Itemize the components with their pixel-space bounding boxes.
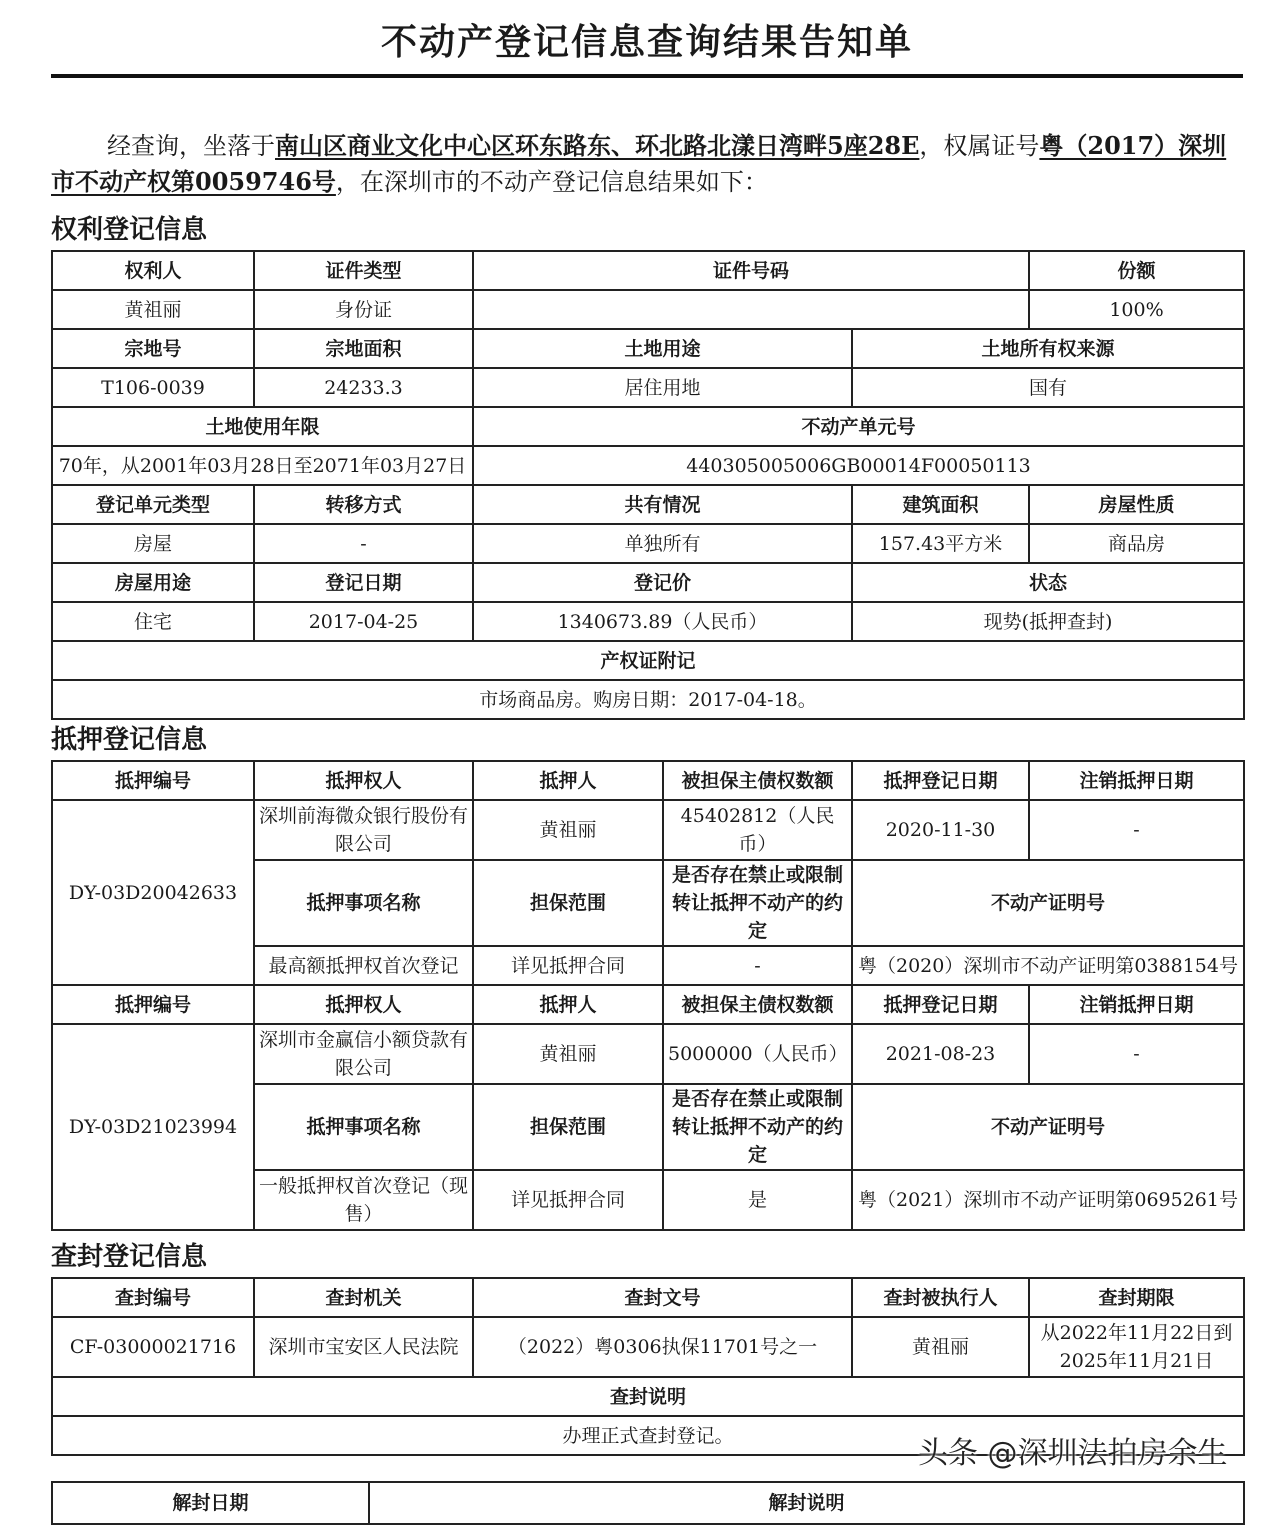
unit-type-value: 房屋 — [52, 524, 254, 563]
header-owner: 权利人 — [52, 251, 254, 290]
header-id-no: 证件号码 — [473, 251, 1029, 290]
mortgage-cancel-date-value: - — [1029, 800, 1244, 860]
mortgage-reg-date-value: 2021-08-23 — [852, 1024, 1029, 1084]
land-term-value: 70年，从2001年03月28日至2071年03月27日 — [52, 446, 473, 485]
table-row — [52, 680, 1244, 719]
table-row — [52, 446, 1244, 485]
seizure-no-value: CF-03000021716 — [52, 1317, 254, 1377]
intro-middle: ，权属证号 — [919, 132, 1040, 160]
header-land-source: 土地所有权来源 — [852, 329, 1244, 368]
header-guarantee-scope: 担保范围 — [473, 860, 663, 946]
header-reg-price: 登记价 — [473, 563, 852, 602]
table-row — [52, 1482, 1244, 1524]
mortgagor-value: 黄祖丽 — [473, 800, 663, 860]
header-unit-type: 登记单元类型 — [52, 485, 254, 524]
header-mortgage-no: 抵押编号 — [52, 985, 254, 1024]
mortgage-holder-value: 深圳前海微众银行股份有限公司 — [254, 800, 473, 860]
header-mortgagor: 抵押人 — [473, 985, 663, 1024]
header-parcel: 宗地号 — [52, 329, 254, 368]
mortgage-cancel-date-value: - — [1029, 1024, 1244, 1084]
header-seizure-desc: 查封说明 — [52, 1377, 1244, 1416]
header-transfer: 转移方式 — [254, 485, 473, 524]
seizure-section-title: 查封登记信息 — [51, 1242, 208, 1272]
header-property-cert-no: 不动产证明号 — [852, 860, 1244, 946]
header-mortgage-holder: 抵押权人 — [254, 761, 473, 800]
mortgage-section-title: 抵押登记信息 — [51, 725, 208, 755]
header-seizure-no: 查封编号 — [52, 1278, 254, 1317]
table-row — [52, 407, 1244, 446]
header-mortgage-item: 抵押事项名称 — [254, 1084, 473, 1170]
header-release-date: 解封日期 — [52, 1482, 369, 1524]
header-build-area: 建筑面积 — [852, 485, 1029, 524]
reg-date-value: 2017-04-25 — [254, 602, 473, 641]
header-seizure-org: 查封机关 — [254, 1278, 473, 1317]
header-reg-date: 登记日期 — [254, 563, 473, 602]
transfer-restriction-value: 是 — [663, 1170, 852, 1230]
mortgage-reg-date-value: 2020-11-30 — [852, 800, 1029, 860]
header-cert-note: 产权证附记 — [52, 641, 1244, 680]
table-row — [52, 251, 1244, 290]
table-row — [52, 563, 1244, 602]
header-guarantee-scope: 担保范围 — [473, 1084, 663, 1170]
seizure-org-value: 深圳市宝安区人民法院 — [254, 1317, 473, 1377]
rights-table — [51, 250, 1245, 720]
header-release-desc: 解封说明 — [369, 1482, 1244, 1524]
header-seizure-target: 查封被执行人 — [852, 1278, 1029, 1317]
table-row — [52, 1024, 1244, 1084]
id-type-value: 身份证 — [254, 290, 473, 329]
id-no-value — [473, 290, 1029, 329]
header-land-use: 土地用途 — [473, 329, 852, 368]
table-row — [52, 485, 1244, 524]
status-value: 现势(抵押查封) — [852, 602, 1244, 641]
mortgagor-value: 黄祖丽 — [473, 1024, 663, 1084]
header-mortgage-item: 抵押事项名称 — [254, 860, 473, 946]
mortgage-table — [51, 760, 1245, 1231]
seizure-target-value: 黄祖丽 — [852, 1317, 1029, 1377]
cert-note-value: 市场商品房。购房日期：2017-04-18。 — [52, 680, 1244, 719]
header-id-type: 证件类型 — [254, 251, 473, 290]
header-secured-amount: 被担保主债权数额 — [663, 985, 852, 1024]
header-house-use: 房屋用途 — [52, 563, 254, 602]
reg-price-value: 1340673.89（人民币） — [473, 602, 852, 641]
header-property-cert-no: 不动产证明号 — [852, 1084, 1244, 1170]
house-use-value: 住宅 — [52, 602, 254, 641]
header-mortgage-cancel-date: 注销抵押日期 — [1029, 761, 1244, 800]
guarantee-scope-value: 详见抵押合同 — [473, 946, 663, 985]
parcel-value: T106-0039 — [52, 368, 254, 407]
build-area-value: 157.43平方米 — [852, 524, 1029, 563]
transfer-restriction-value: - — [663, 946, 852, 985]
shared-value: 单独所有 — [473, 524, 852, 563]
header-status: 状态 — [852, 563, 1244, 602]
mortgage-holder-value: 深圳市金赢信小额贷款有限公司 — [254, 1024, 473, 1084]
header-mortgage-reg-date: 抵押登记日期 — [852, 985, 1029, 1024]
seizure-doc-value: （2022）粤0306执保11701号之一 — [473, 1317, 852, 1377]
transfer-value: - — [254, 524, 473, 563]
header-mortgagor: 抵押人 — [473, 761, 663, 800]
owner-value: 黄祖丽 — [52, 290, 254, 329]
mortgage-item-value: 最高额抵押权首次登记 — [254, 946, 473, 985]
mortgage-no-value: DY-03D20042633 — [52, 800, 254, 985]
table-row — [52, 602, 1244, 641]
header-unit-no: 不动产单元号 — [473, 407, 1244, 446]
parcel-area-value: 24233.3 — [254, 368, 473, 407]
ownership-cert-no: 粤（2017）深圳市不动产权第0059746号 — [51, 131, 1227, 196]
header-secured-amount: 被担保主债权数额 — [663, 761, 852, 800]
header-mortgage-cancel-date: 注销抵押日期 — [1029, 985, 1244, 1024]
mortgage-item-value: 一般抵押权首次登记（现售） — [254, 1170, 473, 1230]
header-seizure-doc: 查封文号 — [473, 1278, 852, 1317]
rights-section-title: 权利登记信息 — [51, 215, 208, 245]
header-land-term: 土地使用年限 — [52, 407, 473, 446]
table-row — [52, 641, 1244, 680]
header-share: 份额 — [1029, 251, 1244, 290]
header-mortgage-reg-date: 抵押登记日期 — [852, 761, 1029, 800]
header-shared: 共有情况 — [473, 485, 852, 524]
property-cert-no-value: 粤（2021）深圳市不动产证明第0695261号 — [852, 1170, 1244, 1230]
table-row — [52, 985, 1244, 1024]
document-title: 不动产登记信息查询结果告知单 — [51, 0, 1243, 78]
seizure-period-value: 从2022年11月22日到2025年11月21日 — [1029, 1317, 1244, 1377]
table-row — [52, 1377, 1244, 1416]
table-row — [52, 329, 1244, 368]
share-value: 100% — [1029, 290, 1244, 329]
land-use-value: 居住用地 — [473, 368, 852, 407]
table-row — [52, 800, 1244, 860]
table-row — [52, 290, 1244, 329]
watermark-text: 头条 @深圳法拍房余生 — [918, 1436, 1228, 1471]
intro-prefix: 经查询，坐落于 — [107, 132, 275, 160]
secured-amount-value: 45402812（人民币） — [663, 800, 852, 860]
document-page — [51, 0, 1243, 1456]
header-mortgage-holder: 抵押权人 — [254, 985, 473, 1024]
land-source-value: 国有 — [852, 368, 1244, 407]
unit-no-value: 440305005006GB00014F00050113 — [473, 446, 1244, 485]
mortgage-no-value: DY-03D21023994 — [52, 1024, 254, 1230]
nature-value: 商品房 — [1029, 524, 1244, 563]
release-row-cutoff — [51, 1483, 1243, 1514]
table-row — [52, 761, 1244, 800]
header-mortgage-no: 抵押编号 — [52, 761, 254, 800]
table-row — [52, 368, 1244, 407]
table-row — [52, 1317, 1244, 1377]
intro-paragraph — [51, 128, 1243, 200]
header-transfer-restriction: 是否存在禁止或限制转让抵押不动产的约定 — [663, 860, 852, 946]
property-location: 南山区商业文化中心区环东路东、环北路北漾日湾畔5座28E — [275, 131, 920, 160]
header-nature: 房屋性质 — [1029, 485, 1244, 524]
table-row — [52, 524, 1244, 563]
header-transfer-restriction: 是否存在禁止或限制转让抵押不动产的约定 — [663, 1084, 852, 1170]
guarantee-scope-value: 详见抵押合同 — [473, 1170, 663, 1230]
header-seizure-period: 查封期限 — [1029, 1278, 1244, 1317]
seizure-desc-value: 办理正式查封登记。 — [52, 1416, 1244, 1455]
property-cert-no-value: 粤（2020）深圳市不动产证明第0388154号 — [852, 946, 1244, 985]
header-parcel-area: 宗地面积 — [254, 329, 473, 368]
table-row — [52, 1278, 1244, 1317]
intro-suffix: ，在深圳市的不动产登记信息结果如下： — [335, 168, 768, 196]
secured-amount-value: 5000000（人民币） — [663, 1024, 852, 1084]
